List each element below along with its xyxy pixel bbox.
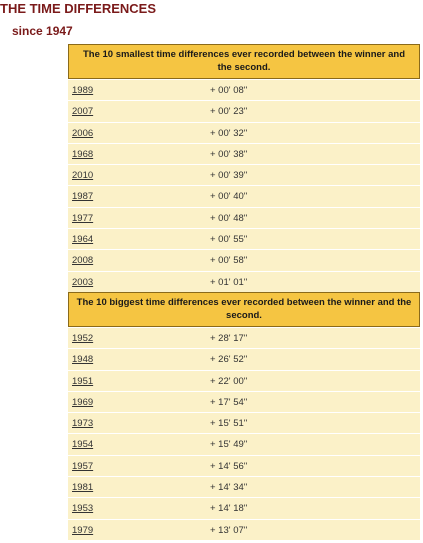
- time-difference: + 15' 51'': [210, 418, 248, 430]
- time-difference: + 00' 23'': [210, 106, 248, 118]
- time-difference: + 01' 01'': [210, 276, 248, 288]
- table-row: [68, 348, 420, 369]
- table-row: [68, 122, 420, 143]
- year-link[interactable]: 1948: [72, 354, 94, 366]
- biggest-differences-header: The 10 biggest time differences ever recorded between the winner and the second.: [68, 292, 420, 327]
- year-link[interactable]: 1989: [72, 85, 94, 96]
- time-difference: + 00' 32'': [210, 127, 248, 139]
- year-link[interactable]: 1968: [72, 148, 94, 160]
- time-difference: + 22' 00'': [210, 375, 248, 387]
- year-link[interactable]: 1987: [72, 191, 94, 203]
- year-link[interactable]: 1981: [72, 482, 94, 494]
- time-difference: + 28' 17'': [210, 332, 248, 344]
- year-link[interactable]: 1953: [72, 503, 94, 515]
- table-row: [68, 228, 420, 249]
- table-row: [68, 476, 420, 497]
- table-row: [68, 143, 420, 164]
- table-row: [68, 370, 420, 391]
- year-link[interactable]: 1957: [72, 460, 94, 472]
- year-link[interactable]: 1964: [72, 234, 94, 246]
- table-row: [68, 391, 420, 412]
- table-row: [68, 271, 420, 292]
- time-difference: + 00' 08'': [210, 85, 248, 96]
- time-difference: + 14' 56'': [210, 460, 248, 472]
- year-link[interactable]: 1952: [72, 332, 94, 344]
- time-difference: + 00' 48'': [210, 212, 248, 224]
- smallest-differences-header: The 10 smallest time differences ever recorded between the winner and the second.: [68, 44, 420, 79]
- time-difference: + 00' 55'': [210, 234, 248, 246]
- year-link[interactable]: 1954: [72, 439, 94, 451]
- table-row: [68, 249, 420, 270]
- table-row: [68, 519, 420, 540]
- page-subtitle: since 1947: [12, 24, 73, 38]
- table-row: [68, 207, 420, 228]
- year-link[interactable]: 2006: [72, 127, 94, 139]
- table-row: [68, 455, 420, 476]
- time-difference: + 14' 34'': [210, 482, 248, 494]
- page-title: THE TIME DIFFERENCES: [0, 1, 157, 16]
- time-difference: + 26' 52'': [210, 354, 248, 366]
- time-difference: + 00' 38'': [210, 148, 248, 160]
- year-link[interactable]: 2007: [72, 106, 94, 118]
- time-difference: + 13' 07'': [210, 524, 248, 536]
- table-row: [68, 79, 420, 100]
- time-difference: + 00' 40'': [210, 191, 248, 203]
- year-link[interactable]: 2008: [72, 255, 94, 267]
- table-row: [68, 497, 420, 518]
- time-difference: + 00' 39'': [210, 170, 248, 182]
- year-link[interactable]: 1979: [72, 524, 94, 536]
- year-link[interactable]: 2003: [72, 276, 94, 288]
- year-link[interactable]: 2010: [72, 170, 94, 182]
- year-link[interactable]: 1977: [72, 212, 94, 224]
- time-difference: + 00' 58'': [210, 255, 248, 267]
- table-row: [68, 433, 420, 454]
- table-row: [68, 327, 420, 348]
- table-row: [68, 412, 420, 433]
- table-row: [68, 164, 420, 185]
- time-difference: + 17' 54'': [210, 396, 248, 408]
- time-difference: + 15' 49'': [210, 439, 248, 451]
- time-differences-table: [68, 44, 420, 540]
- table-row: [68, 185, 420, 206]
- time-difference: + 14' 18'': [210, 503, 248, 515]
- table-row: [68, 100, 420, 121]
- year-link[interactable]: 1951: [72, 375, 94, 387]
- year-link[interactable]: 1973: [72, 418, 94, 430]
- year-link[interactable]: 1969: [72, 396, 94, 408]
